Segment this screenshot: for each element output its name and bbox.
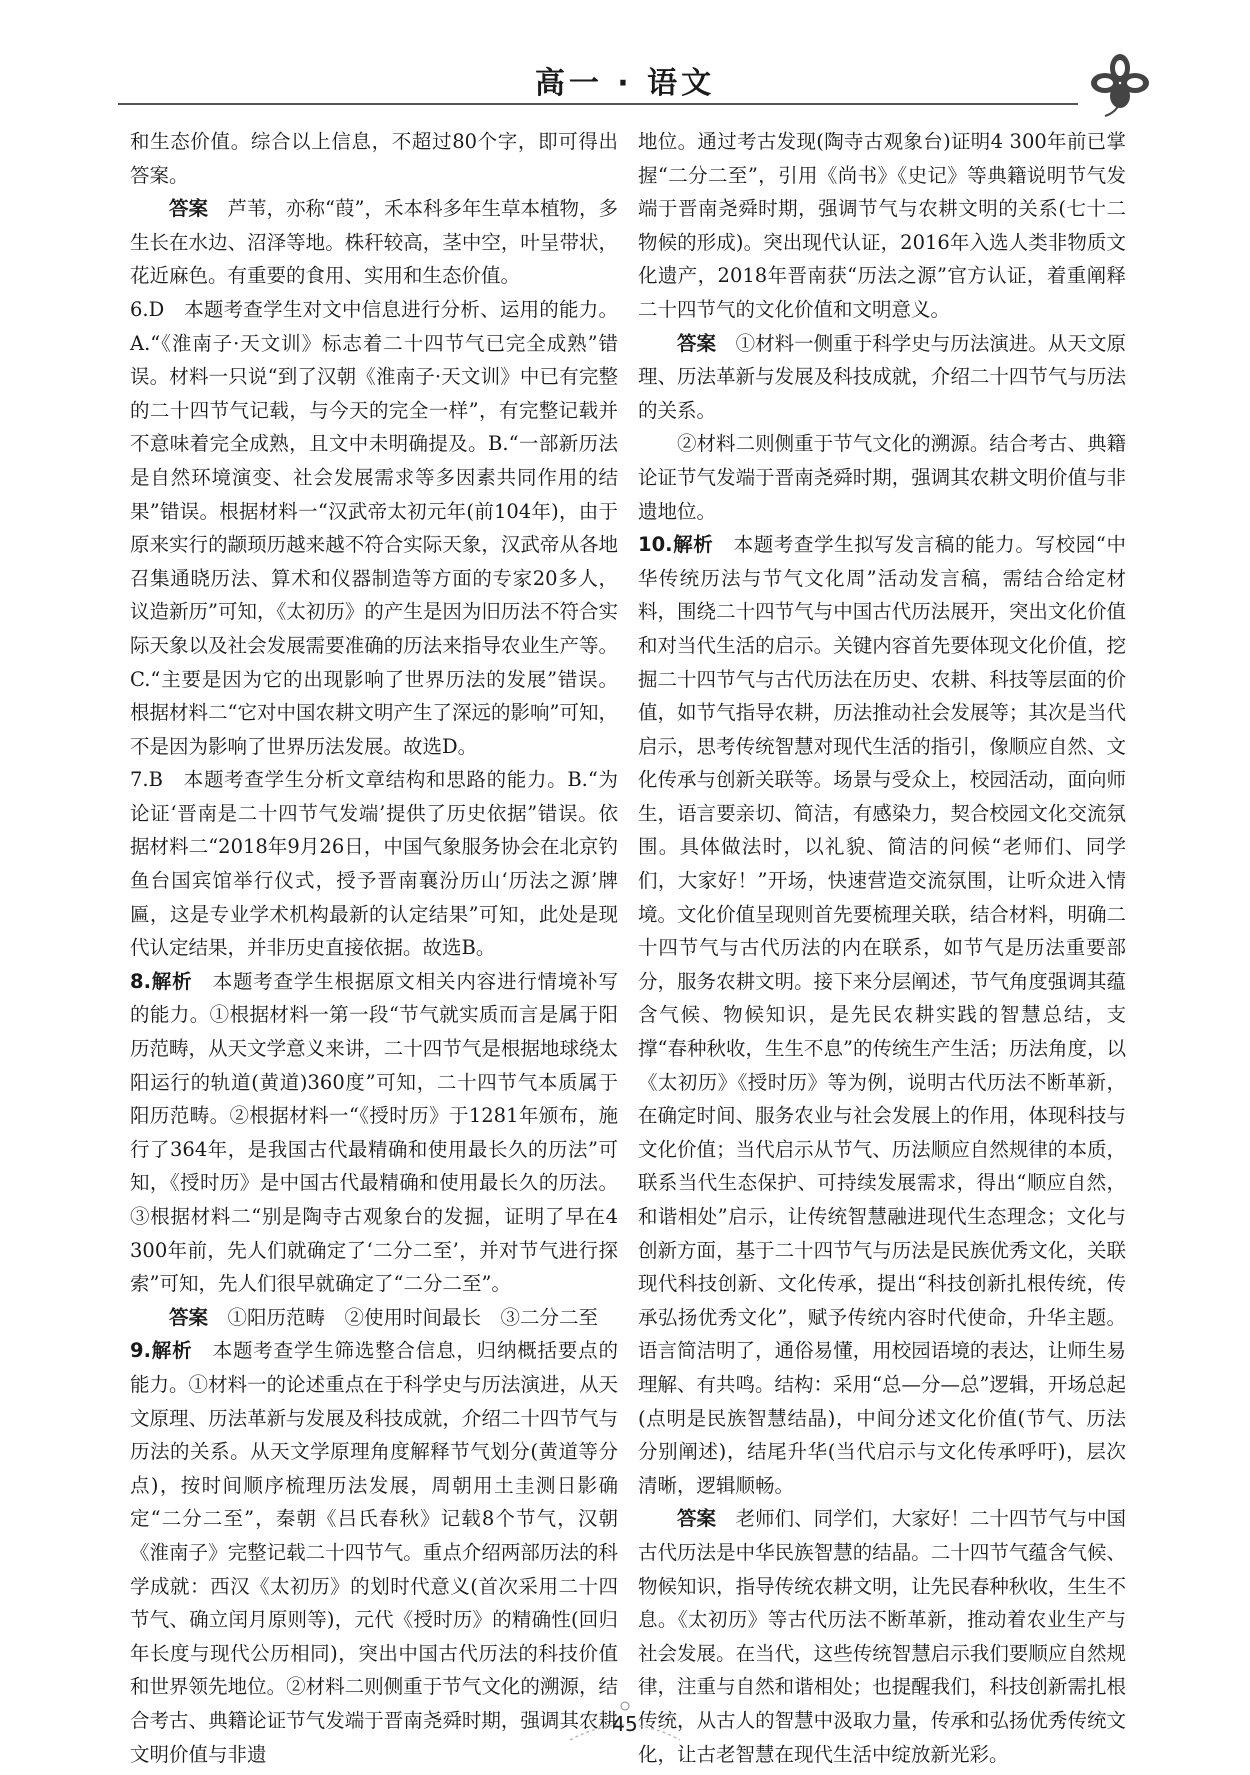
question-7: 7.B 本题考查学生分析文章结构和思路的能力。B.“为论证‘晋南是二十四节气发端’提供了历史依据”错误。依据材料二“2018年9月26日，中国气象服务协会在北京钓鱼台国宾馆举行仪式，授予晋南襄汾历山‘历法之源’牌匾，这是专业学术机构最新的认定结果”可知，此处是现代认定结果，并非历史直接依据。故选B。	[130, 768, 618, 960]
page-number: 45	[612, 1712, 638, 1736]
header-title: 高一 · 语文	[534, 66, 716, 101]
question-10	[638, 528, 1126, 1502]
answer-text: 芦苇，亦称“葭”，禾本科多年生草本植物，多生长在水边、沼泽等地。株秆较高，茎中空，叶呈带状，花近麻色。有重要的食用、实用和生态价值。	[130, 197, 618, 288]
paragraph: 和生态价值。综合以上信息，不超过80个字，即可得出答案。	[130, 130, 618, 187]
answer-text: 老师们、同学们，大家好！二十四节气与中国古代历法是中华民族智慧的结晶。二十四节气蕴含气候、物候知识，指导传统农耕文明，让先民春种秋收，生生不息。《太初历》等古代历法不断革新，推动着农业生产与社会发展。在当代，这些传统智慧启示我们要顺应自然规律，注重与自然和谐相处；也提醒我们，科技创新需扎根传统，从古人的智慧中汲取力量，传承和弘扬优秀传统文化，让古老智慧在现代生活中绽放新光彩。	[638, 1507, 1126, 1766]
question-8	[130, 965, 618, 1301]
paragraph: 地位。通过考古发现(陶寺古观象台)证明4 300年前已掌握“二分二至”，引用《尚书》《史记》等典籍说明节气发端于晋南尧舜时期，强调节气与农耕文明的关系(七十二物候的形成)。突出现代认证，2016年入选人类非物质文化遗产，2018年晋南获“历法之源”官方认证，着重阐释二十四节气的文化价值和文明意义。	[638, 130, 1126, 321]
answer-label: 答案	[169, 197, 209, 221]
answer-text-2: ②材料二则侧重于节气文化的溯源。结合考古、典籍论证节气发端于晋南尧舜时期，强调其农耕文明价值与非遗地位。	[638, 432, 1126, 523]
header-rule	[118, 103, 1078, 105]
page-header	[0, 0, 1250, 110]
answer-label: 答案	[169, 1305, 209, 1329]
analysis-text: 本题考查学生筛选整合信息，归纳概括要点的能力。①材料一的论述重点在于科学史与历法演进，从天文原理、历法革新与发展及科技成就，介绍二十四节气与历法的关系。从天文学原理角度解释节气划分(黄道等分点)，按时间顺序梳理历法发展，周朝用土圭测日影确定“二分二至”，秦朝《吕氏春秋》记载8个节气，汉朝《淮南子》完整记载二十四节气。重点介绍两部历法的科学成就：西汉《太初历》的划时代意义(首次采用二十四节气、确立闰月原则等)，元代《授时历》的精确性(回归年长度与现代公历相同)，突出中国古代历法的科技价值和世界领先地位。②材料二则侧重于节气文化的溯源，结合考古、典籍论证节气发端于晋南尧舜时期，强调其农耕文明价值与非遗	[130, 1339, 618, 1766]
answer-label: 答案	[677, 331, 717, 355]
analysis-label: 8.解析	[130, 969, 193, 993]
right-column	[638, 125, 1126, 1771]
analysis-text: 本题考查学生根据原文相关内容进行情境补写的能力。①根据材料一第一段“节气就实质而言是属于阳历范畴，从天文学意义来讲，二十四节气是根据地球绕太阳运行的轨道(黄道)360度”可知，二十四节气本质属于阳历范畴。②根据材料一“《授时历》于1281年颁布，施行了364年，是我国古代最精确和使用最长久的历法”可知，《授时历》是中国古代最精确和使用最长久的历法。③根据材料二“别是陶寺古观象台的发掘，证明了早在4 300年前，先人们就确定了‘二分二至’，并对节气进行探索”可知，先人们很早就确定了“二分二至”。	[130, 969, 618, 1296]
analysis-label: 10.解析	[638, 533, 714, 557]
answer-block-8	[130, 1301, 618, 1335]
left-column	[130, 125, 618, 1771]
analysis-text: 本题考查学生拟写发言稿的能力。写校园“中华传统历法与节气文化周”活动发言稿，需结合给定材料，围绕二十四节气与中国古代历法展开，突出文化价值和对当代生活的启示。关键内容首先要体现文化价值，挖掘二十四节气与古代历法在历史、农耕、科技等层面的价值，如节气指导农耕，历法推动社会发展等；其次是当代启示，思考传统智慧对现代生活的指引，像顺应自然、文化传承与创新关联等。场景与受众上，校园活动，面向师生，语言要亲切、简洁，有感染力，契合校园文化交流氛围。具体做法时，以礼貌、简洁的问候“老师们、同学们，大家好！”开场，快速营造交流氛围，让听众进入情境。文化价值呈现则首先要梳理关联，结合材料，明确二十四节气与古代历法的内在联系，如节气是历法重要部分，服务农耕文明。接下来分层阐述，节气角度强调其蕴含气候、物候知识，是先民农耕实践的智慧总结，支撑“春种秋收，生生不息”的传统生产生活；历法角度，以《太初历》《授时历》等为例，说明古代历法不断革新，在确定时间、服务农业与社会发展上的作用，体现科技与文化价值；当代启示从节气、历法顺应自然规律的本质，联系当代生态保护、可持续发展需求，得出“顺应自然，和谐相处”启示，让传统智慧融进现代生态理念；文化与创新方面，基于二十四节气与历法是民族优秀文化，关联现代科技创新、文化传承，提出“科技创新扎根传统，传承弘扬优秀文化”，赋予传统内容时代使命，升华主题。语言简洁明了，通俗易懂，用校园语境的表达，让师生易理解、有共鸣。结构：采用“总—分—总”逻辑，开场总起(点明是民族智慧结晶)，中间分述文化价值(节气、历法分别阐述)，结尾升华(当代启示与文化传承呼吁)，层次清晰，逻辑顺畅。	[638, 533, 1126, 1497]
analysis-label: 9.解析	[130, 1339, 193, 1363]
clover-icon	[1085, 48, 1155, 118]
question-9	[130, 1334, 618, 1771]
answer-block	[130, 192, 618, 293]
answer-text: ①阳历范畴 ②使用时间最长 ③二分二至	[227, 1305, 599, 1329]
answer-text: ①材料一侧重于科学史与历法演进。从天文原理、历法革新与发展及科技成就，介绍二十四节气与历法的关系。	[638, 331, 1126, 422]
question-6: 6.D 本题考查学生对文中信息进行分析、运用的能力。A.“《淮南子·天文训》标志着二十四节气已完全成熟”错误。材料一只说“到了汉朝《淮南子·天文训》中已有完整的二十四节气记载，与今天的完全一样”，有完整记载并不意味着完全成熟，且文中未明确提及。B.“一部新历法是自然环境演变、社会发展需求等多因素共同作用的结果”错误。根据材料一“汉武帝太初元年(前104年)，由于原来实行的颛顼历越来越不符合实际天象，汉武帝从各地召集通晓历法、算术和仪器制造等方面的专家20多人，议造新历”可知，《太初历》的产生是因为旧历法不符合实际天象以及社会发展需要准确的历法来指导农业生产等。C.“主要是因为它的出现影响了世界历法的发展”错误。根据材料二“它对中国农耕文明产生了深远的影响”可知，不是因为影响了世界历法发展。故选D。	[130, 297, 618, 758]
answer-block-9	[638, 327, 1126, 428]
answer-label: 答案	[677, 1507, 717, 1531]
